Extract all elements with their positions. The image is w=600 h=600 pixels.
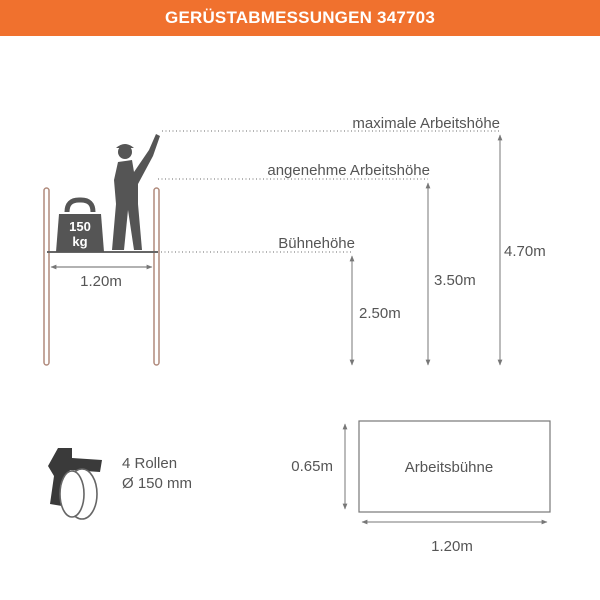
worker-figure-icon: [112, 134, 160, 250]
caster-wheel-icon: [48, 448, 102, 519]
wheel-diameter-text: Ø 150 mm: [122, 475, 193, 492]
height-guides: [158, 131, 500, 252]
weight-value: 150: [69, 219, 91, 234]
platform-height-label: Bühnehöhe: [278, 235, 355, 252]
scaffold-width-label: 1.20m: [80, 273, 122, 290]
weight-icon: [56, 200, 104, 252]
platform-depth-value: 0.65m: [291, 458, 333, 475]
page-title: GERÜSTABMESSUNGEN 347703: [165, 8, 435, 27]
right-rail: [154, 188, 159, 365]
comfortable-height-value: 3.50m: [434, 272, 476, 289]
max-height-value: 4.70m: [504, 243, 546, 260]
platform-width-value: 1.20m: [431, 538, 473, 555]
wheel-count-text: 4 Rollen: [122, 455, 178, 472]
left-rail: [44, 188, 49, 365]
max-height-label: maximale Arbeitshöhe: [352, 115, 500, 132]
platform-height-value: 2.50m: [359, 305, 401, 322]
weight-unit: kg: [72, 234, 88, 249]
platform-label: Arbeitsbühne: [404, 459, 494, 476]
comfortable-height-label: angenehme Arbeitshöhe: [267, 162, 430, 179]
